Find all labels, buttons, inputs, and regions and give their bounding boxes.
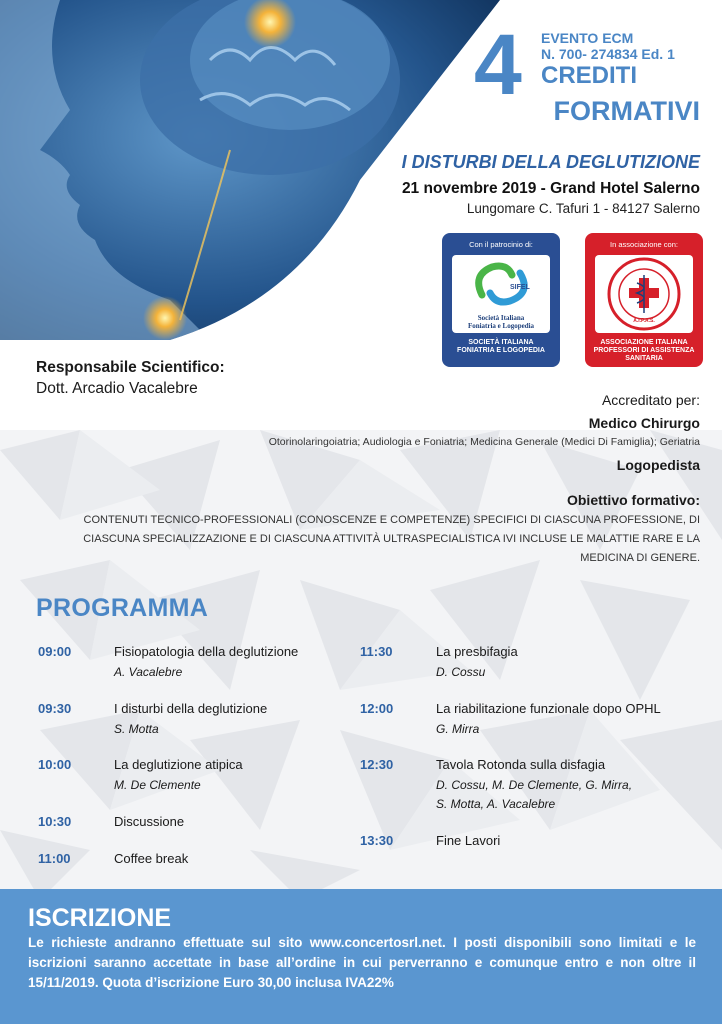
programma-speaker: M. De Clemente [114, 778, 201, 792]
event-title: I DISTURBI DELLA DEGLUTIZIONE [401, 152, 700, 172]
programma-title: Fine Lavori [436, 833, 501, 848]
programma-speaker: G. Mirra [436, 722, 480, 736]
programma-heading: PROGRAMMA [36, 594, 209, 622]
ecm-event-code: N. 700- 274834 Ed. 1 [541, 46, 675, 62]
programma-time: 11:00 [38, 851, 71, 866]
programma-title: La riabilitazione funzionale dopo OPHL [436, 701, 661, 716]
aipas-association-logo [585, 233, 703, 367]
programma-speaker: A. Vacalebre [114, 665, 183, 679]
aipas-footer: ASSOCIAZIONE ITALIANA PROFESSORI DI ASSISTENZA SANITARIA [593, 339, 695, 363]
sifel-name: Società Italiana Foniatria e Logopedia [467, 314, 535, 330]
responsabile-label: Responsabile Scientifico: [36, 359, 225, 376]
iscrizione-title: ISCRIZIONE [28, 904, 172, 932]
ecm-formativi-label: FORMATIVI [553, 96, 700, 126]
medico-specializations: Otorinolaringoiatria; Audiologia e Foniatria; Medicina Generale (Medici Di Famiglia); Geriatria [268, 436, 700, 448]
aipas-acronym: A.I.P.A.S. [633, 318, 655, 324]
programma-speaker: S. Motta, A. Vacalebre [436, 797, 556, 811]
logopedista-label: Logopedista [616, 457, 700, 473]
sifel-footer: SOCIETÀ ITALIANA FONIATRIA E LOGOPEDIA [457, 339, 545, 355]
event-date-place: 21 novembre 2019 - Grand Hotel Salerno [401, 180, 700, 197]
programma-time: 13:30 [360, 833, 394, 848]
programma-title: La deglutizione atipica [114, 757, 243, 772]
programma-speaker: D. Cossu, M. De Clemente, G. Mirra, [436, 778, 633, 792]
sifel-emblem [452, 255, 550, 333]
responsabile-name: Dott. Arcadio Vacalebre [36, 380, 198, 397]
obiettivo-label: Obiettivo formativo: [566, 492, 700, 508]
programma-time: 12:30 [360, 757, 394, 772]
aipas-caption: In associazione con: [610, 240, 678, 249]
accreditato-label: Accreditato per: [601, 392, 700, 408]
sifel-caption: Con il patrocinio di: [469, 240, 533, 249]
aipas-emblem [595, 255, 693, 333]
programma-time: 12:00 [360, 701, 394, 716]
ecm-credits-number: 4 [474, 17, 520, 113]
programma-title: Coffee break [114, 851, 189, 866]
programma-title: La presbifagia [436, 644, 518, 659]
sifel-acronym: SIFEL [510, 284, 530, 291]
programma-time: 11:30 [360, 644, 393, 659]
programma-time: 09:30 [38, 701, 72, 716]
programma-title: Fisiopatologia della deglutizione [114, 644, 299, 659]
programma-title: Discussione [114, 814, 185, 829]
programma-time: 10:00 [38, 757, 72, 772]
ecm-crediti-label: CREDITI [541, 62, 637, 89]
event-address: Lungomare C. Tafuri 1 - 84127 Salerno [466, 201, 700, 216]
aipas-seal-icon [595, 255, 693, 333]
programma-time: 10:30 [38, 814, 72, 829]
sifel-swirl-icon [452, 255, 550, 313]
obiettivo-text: CONTENUTI TECNICO-PROFESSIONALI (CONOSCENZE E COMPETENZE) SPECIFICI DI CIASCUNA PROFESSIONE, DI CIASCUNA SPECIALIZZAZIONE E DI CIASCUNA ATTIVITÀ ULTRASPECIALISTICA IVI INCLUSE LE MALATTIE RARE E LA MEDICINA DI GENERE. [83, 514, 700, 564]
iscrizione-text: Le richieste andranno effettuate sul sito www.concertosrl.net. I posti disponibili sono limitati e le iscrizioni saranno accettate in base all’ordine in cui perverranno e comunque entro e non oltre il 15/11/2019. Quota d’iscrizione Euro 30,00 inclusa IVA22% [28, 935, 696, 990]
ecm-event-label: EVENTO ECM [541, 30, 634, 46]
sifel-patronage-logo [442, 233, 560, 367]
programma-time: 09:00 [38, 644, 72, 659]
medico-chirurgo-label: Medico Chirurgo [588, 415, 700, 431]
programma-speaker: D. Cossu [436, 665, 486, 679]
programma-title: Tavola Rotonda sulla disfagia [436, 757, 606, 772]
programma-title: I disturbi della deglutizione [114, 701, 268, 716]
programma-speaker: S. Motta [114, 722, 159, 736]
